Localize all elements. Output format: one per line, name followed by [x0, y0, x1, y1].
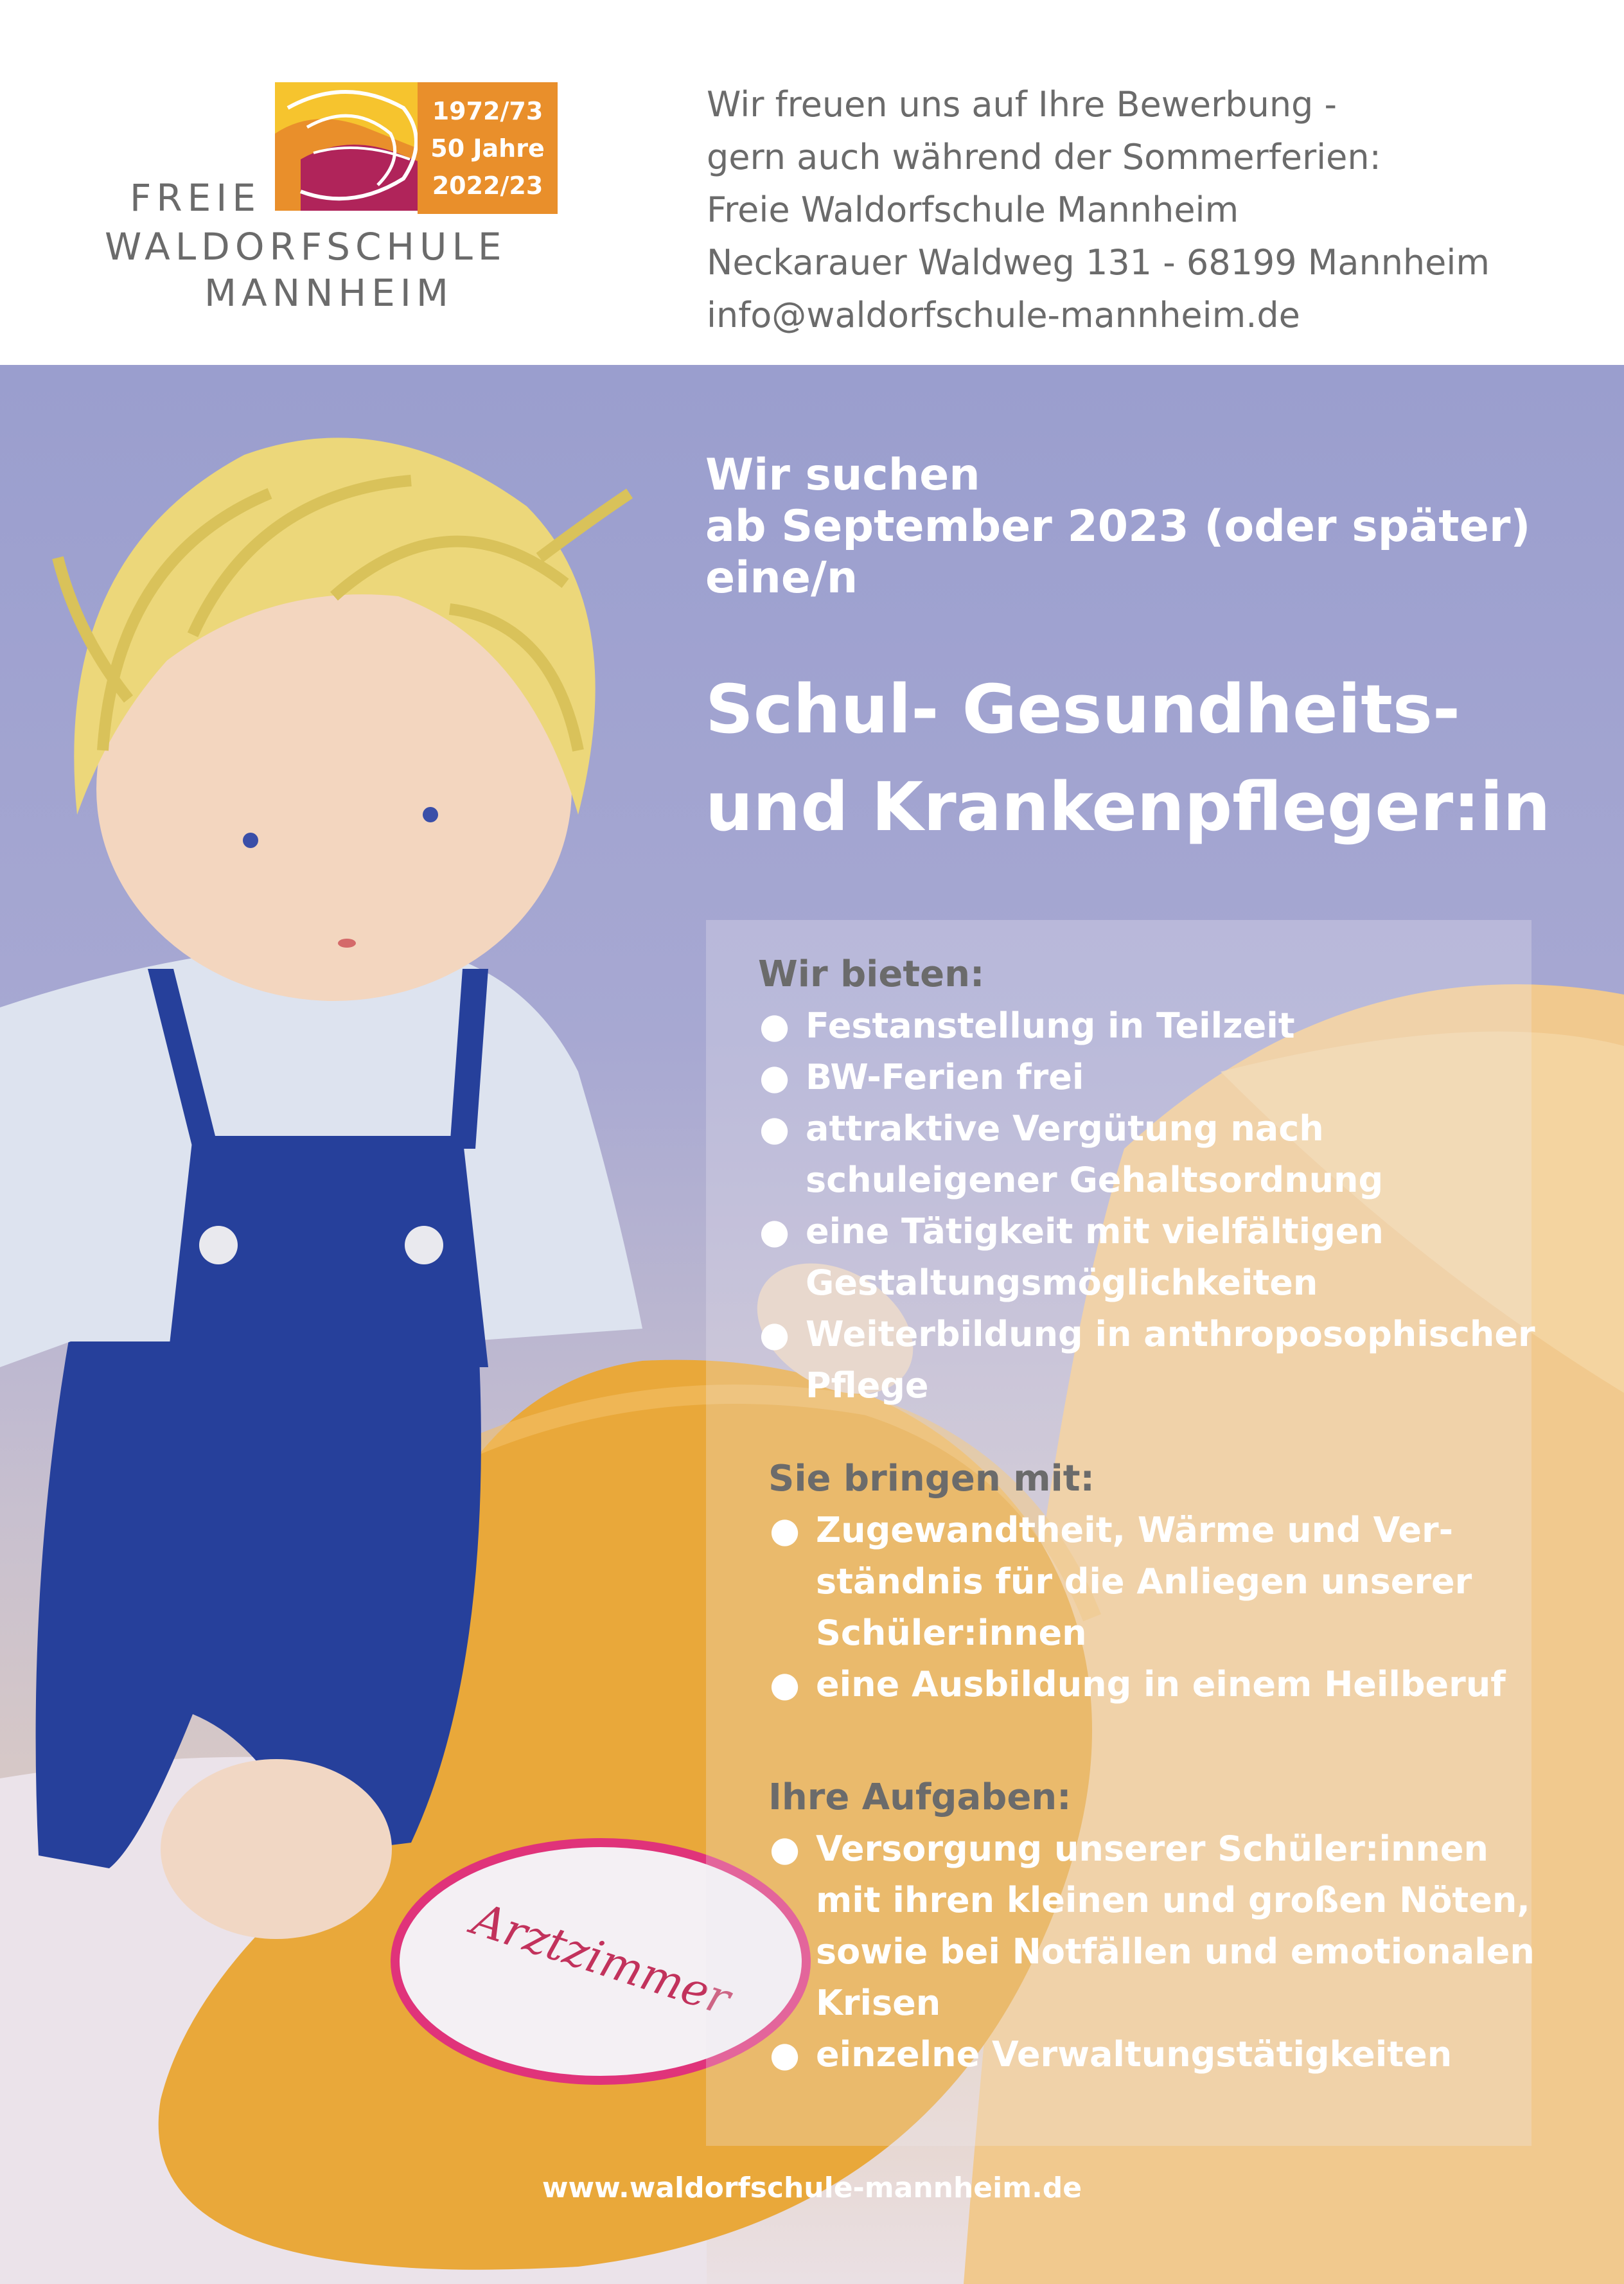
bullet-icon: ● — [770, 2034, 800, 2075]
header — [0, 0, 1624, 365]
section-offer — [758, 949, 1535, 1412]
list-item-continuation: schuleigener Gehaltsordnung — [806, 1160, 1384, 1200]
anniversary-line-2: 50 Jahre — [430, 134, 545, 163]
list-item: ● einzelne Verwaltungstätigkeiten — [768, 2029, 1535, 2080]
bullet-icon: ● — [759, 1005, 790, 1046]
bullet-icon: ● — [759, 1211, 790, 1252]
bullet-icon: ● — [759, 1108, 790, 1149]
list-item-continuation: Schüler:innen — [816, 1613, 1087, 1653]
intro-line: eine/n — [705, 553, 858, 603]
section-requirements — [768, 1453, 1506, 1710]
list-item-continuation: mit ihren kleinen und großen Nöten, — [816, 1880, 1530, 1920]
list-item-continuation: ständnis für die Anliegen unserer — [816, 1561, 1472, 1602]
list-item: ● attraktive Vergütung nach — [758, 1103, 1535, 1155]
logo-word-freie: FREIE — [130, 176, 261, 220]
contact-block — [707, 78, 1490, 342]
job-title-line: und Krankenpfleger:in — [705, 768, 1551, 846]
list-item: ● eine Tätigkeit mit vielfältigen — [758, 1206, 1535, 1257]
list-item: ● BW-Ferien frei — [758, 1052, 1535, 1103]
contact-line: gern auch während der Sommerferien: — [707, 137, 1381, 177]
bullet-icon: ● — [770, 1510, 800, 1550]
list-item: ● eine Ausbildung in einem Heilberuf — [768, 1659, 1506, 1710]
bullet-icon: ● — [770, 1828, 800, 1869]
list-item: ● Versorgung unserer Schüler:innen — [768, 1823, 1535, 1875]
list-item-continuation: sowie bei Notfällen und emotionalen — [816, 1931, 1535, 1972]
intro-text — [705, 450, 1531, 604]
contact-line: Wir freuen uns auf Ihre Bewerbung - — [707, 84, 1337, 125]
logo-word-mannheim: MANNHEIM — [204, 271, 454, 315]
job-title — [705, 660, 1550, 856]
list-item: ● Festanstellung in Teilzeit — [758, 1000, 1535, 1052]
list-item-continuation: Krisen — [816, 1983, 941, 2023]
intro-line: ab September 2023 (oder später) — [705, 501, 1531, 552]
list-item-continuation: Pflege — [806, 1365, 929, 1406]
website-link[interactable]: www.waldorfschule-mannheim.de — [542, 2172, 1082, 2204]
list-item: ● Zugewandtheit, Wärme und Ver- — [768, 1505, 1506, 1556]
list-item: ● Weiterbildung in anthroposophischer — [758, 1309, 1535, 1360]
job-title-line: Schul- Gesundheits- — [705, 670, 1460, 748]
contact-line: Freie Waldorfschule Mannheim — [707, 190, 1239, 230]
bullet-icon: ● — [759, 1057, 790, 1097]
bullet-icon: ● — [770, 1664, 800, 1704]
anniversary-line-3: 2022/23 — [432, 172, 543, 200]
patch-label: Arztzimmer — [466, 1892, 737, 2026]
school-logo-mark — [275, 82, 429, 211]
section-title: Wir bieten: — [758, 953, 985, 995]
section-title: Sie bringen mit: — [768, 1458, 1095, 1500]
intro-line: Wir suchen — [705, 450, 980, 500]
contact-email-link[interactable]: info@waldorfschule-mannheim.de — [707, 295, 1300, 335]
bullet-icon: ● — [759, 1314, 790, 1354]
logo-word-waldorfschule: WALDORFSCHULE — [105, 225, 507, 269]
anniversary-badge — [418, 82, 558, 214]
section-title: Ihre Aufgaben: — [768, 1776, 1072, 1818]
anniversary-line-1: 1972/73 — [432, 97, 543, 125]
contact-address: Neckarauer Waldweg 131 - 68199 Mannheim — [707, 242, 1490, 283]
section-tasks — [768, 1772, 1535, 2080]
list-item-continuation: Gestaltungsmöglichkeiten — [806, 1262, 1318, 1303]
